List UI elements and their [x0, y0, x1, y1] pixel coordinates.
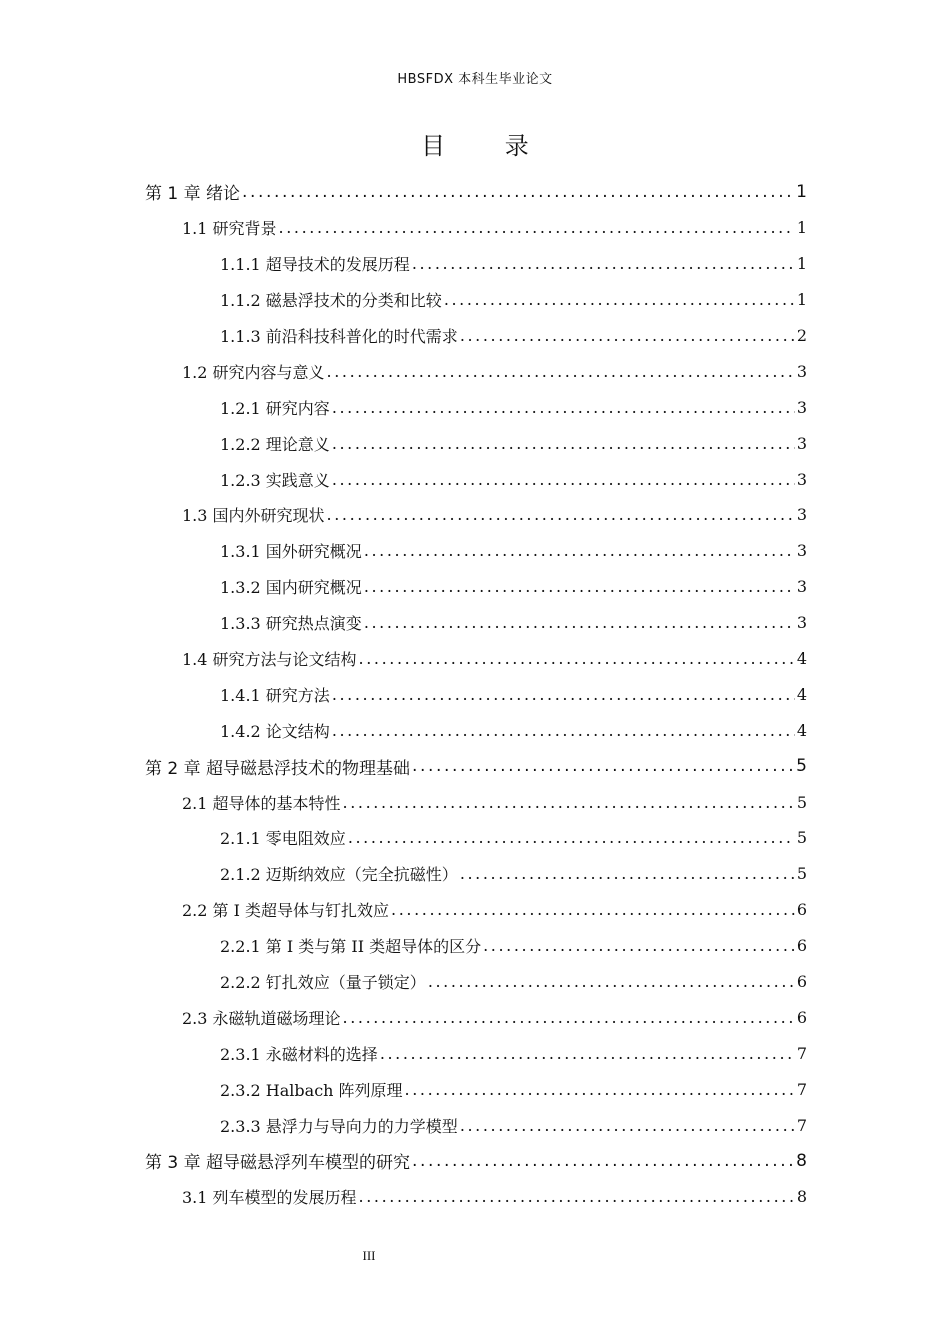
toc-entry-page-number: 3 [796, 577, 807, 597]
dot-leader [428, 972, 795, 991]
dot-leader [460, 864, 795, 883]
toc-entry[interactable] [145, 820, 807, 856]
dot-leader [483, 936, 795, 955]
dot-leader [364, 577, 795, 596]
toc-entry-title: 第 2 章 超导磁悬浮技术的物理基础 [145, 758, 411, 779]
toc-entry-title: 1.1.2 磁悬浮技术的分类和比较 [220, 291, 442, 311]
toc-entry-title: 1.2 研究内容与意义 [182, 362, 325, 382]
toc-entry[interactable] [145, 748, 807, 784]
page-number-footer: III [362, 1248, 376, 1263]
dot-leader [412, 756, 794, 776]
toc-entry-page-number: 6 [796, 972, 807, 992]
toc-entry-page-number: 6 [796, 936, 807, 956]
toc-entry-title: 2.1 超导体的基本特性 [182, 793, 341, 813]
toc-entry-page-number: 5 [796, 756, 807, 777]
toc-entry[interactable] [145, 282, 807, 318]
toc-entry[interactable] [145, 389, 807, 425]
toc-entry[interactable] [145, 1071, 807, 1107]
toc-entry-title: 1.2.2 理论意义 [220, 434, 330, 454]
dot-leader [412, 1151, 794, 1171]
toc-entry-page-number: 4 [796, 649, 807, 669]
table-of-contents [145, 174, 807, 1215]
dot-leader [391, 900, 795, 919]
dot-leader [460, 326, 795, 345]
toc-entry-page-number: 7 [796, 1043, 807, 1063]
dot-leader [327, 362, 795, 381]
toc-entry[interactable] [145, 210, 807, 246]
dot-leader [343, 1008, 795, 1027]
toc-entry[interactable] [145, 569, 807, 605]
toc-entry[interactable] [145, 461, 807, 497]
toc-entry-page-number: 7 [796, 1079, 807, 1099]
dot-leader [359, 649, 795, 668]
toc-entry[interactable] [145, 1107, 807, 1143]
dot-leader [332, 685, 795, 704]
toc-entry-title: 2.1.1 零电阻效应 [220, 829, 346, 849]
toc-entry[interactable] [145, 928, 807, 964]
toc-entry-page-number: 3 [796, 469, 807, 489]
toc-entry-page-number: 4 [796, 684, 807, 704]
toc-title: 目 录 [421, 132, 555, 160]
toc-entry[interactable] [145, 712, 807, 748]
toc-entry-title: 2.3 永磁轨道磁场理论 [182, 1008, 341, 1028]
toc-entry-title: 1.4.1 研究方法 [220, 685, 330, 705]
dot-leader [327, 505, 795, 524]
toc-entry[interactable] [145, 999, 807, 1035]
toc-entry-page-number: 3 [796, 433, 807, 453]
page-header: HBSFDX 本科生毕业论文 [397, 72, 553, 87]
toc-entry-title: 2.3.2 Halbach 阵列原理 [220, 1080, 403, 1100]
dot-leader [348, 828, 795, 847]
dot-leader [405, 1080, 795, 1099]
toc-entry-page-number: 4 [796, 720, 807, 740]
dot-leader [343, 793, 795, 812]
toc-entry-title: 1.1.3 前沿科技科普化的时代需求 [220, 327, 458, 346]
toc-entry-page-number: 1 [796, 218, 807, 238]
toc-entry[interactable] [145, 1035, 807, 1071]
toc-entry-title: 3.1 列车模型的发展历程 [182, 1188, 357, 1208]
toc-entry-title: 1.1.1 超导技术的发展历程 [220, 255, 410, 275]
toc-entry[interactable] [145, 318, 807, 354]
toc-entry-page-number: 3 [796, 361, 807, 381]
toc-entry-page-number: 8 [796, 1187, 807, 1207]
toc-entry[interactable] [145, 174, 807, 210]
toc-entry-page-number: 5 [796, 792, 807, 812]
toc-entry[interactable] [145, 605, 807, 641]
dot-leader [242, 182, 794, 202]
dot-leader [460, 1116, 795, 1135]
dot-leader [332, 398, 795, 417]
toc-entry[interactable] [145, 641, 807, 677]
toc-entry-page-number: 5 [796, 864, 807, 884]
toc-entry[interactable] [145, 1179, 807, 1215]
toc-entry-title: 1.2.1 研究内容 [220, 398, 330, 418]
toc-entry[interactable] [145, 425, 807, 461]
toc-entry-title: 1.3.3 研究热点演变 [220, 614, 362, 634]
toc-entry-page-number: 3 [796, 541, 807, 561]
toc-entry-title: 1.4 研究方法与论文结构 [182, 650, 357, 670]
toc-entry-title: 1.3.2 国内研究概况 [220, 578, 362, 598]
toc-entry-page-number: 2 [796, 326, 807, 345]
toc-entry-page-number: 3 [796, 613, 807, 633]
toc-entry[interactable] [145, 353, 807, 389]
toc-entry-page-number: 1 [796, 254, 807, 274]
toc-entry-page-number: 5 [796, 828, 807, 848]
toc-entry[interactable] [145, 784, 807, 820]
toc-entry-title: 2.3.3 悬浮力与导向力的力学模型 [220, 1116, 458, 1136]
toc-entry[interactable] [145, 856, 807, 892]
toc-entry[interactable] [145, 497, 807, 533]
toc-entry-title: 1.2.3 实践意义 [220, 470, 330, 490]
toc-entry[interactable] [145, 246, 807, 282]
toc-entry[interactable] [145, 892, 807, 928]
toc-entry[interactable] [145, 676, 807, 712]
toc-entry[interactable] [145, 533, 807, 569]
toc-entry-page-number: 3 [796, 505, 807, 525]
toc-entry-title: 2.2.1 第 I 类与第 II 类超导体的区分 [220, 937, 482, 957]
dot-leader [279, 218, 795, 237]
toc-entry-title: 2.1.2 迈斯纳效应（完全抗磁性） [220, 865, 458, 885]
toc-entry[interactable] [145, 964, 807, 1000]
dot-leader [364, 613, 795, 632]
dot-leader [332, 721, 795, 740]
dot-leader [359, 1187, 795, 1206]
toc-entry-title: 1.1 研究背景 [182, 219, 277, 239]
toc-entry-page-number: 1 [796, 290, 807, 310]
dot-leader [380, 1044, 795, 1063]
toc-entry-page-number: 6 [796, 1007, 807, 1027]
dot-leader [412, 254, 795, 273]
toc-entry-page-number: 1 [796, 181, 807, 202]
toc-entry-title: 2.2.2 钉扎效应（量子锁定） [220, 973, 426, 993]
toc-entry-page-number: 7 [796, 1115, 807, 1135]
toc-entry-title: 2.3.1 永磁材料的选择 [220, 1044, 378, 1064]
toc-entry-title: 第 1 章 绪论 [145, 184, 241, 205]
toc-entry-page-number: 6 [796, 900, 807, 920]
toc-entry-title: 1.3.1 国外研究概况 [220, 542, 362, 562]
dot-leader [364, 541, 795, 560]
dot-leader [332, 434, 795, 453]
dot-leader [332, 470, 795, 489]
dot-leader [444, 290, 795, 309]
toc-entry-title: 1.4.2 论文结构 [220, 721, 330, 741]
toc-entry-page-number: 3 [796, 397, 807, 417]
toc-entry[interactable] [145, 1143, 807, 1179]
toc-entry-title: 第 3 章 超导磁悬浮列车模型的研究 [145, 1153, 411, 1174]
toc-entry-title: 1.3 国内外研究现状 [182, 506, 325, 526]
toc-entry-title: 2.2 第 I 类超导体与钉扎效应 [182, 901, 390, 921]
toc-entry-page-number: 8 [796, 1150, 807, 1171]
